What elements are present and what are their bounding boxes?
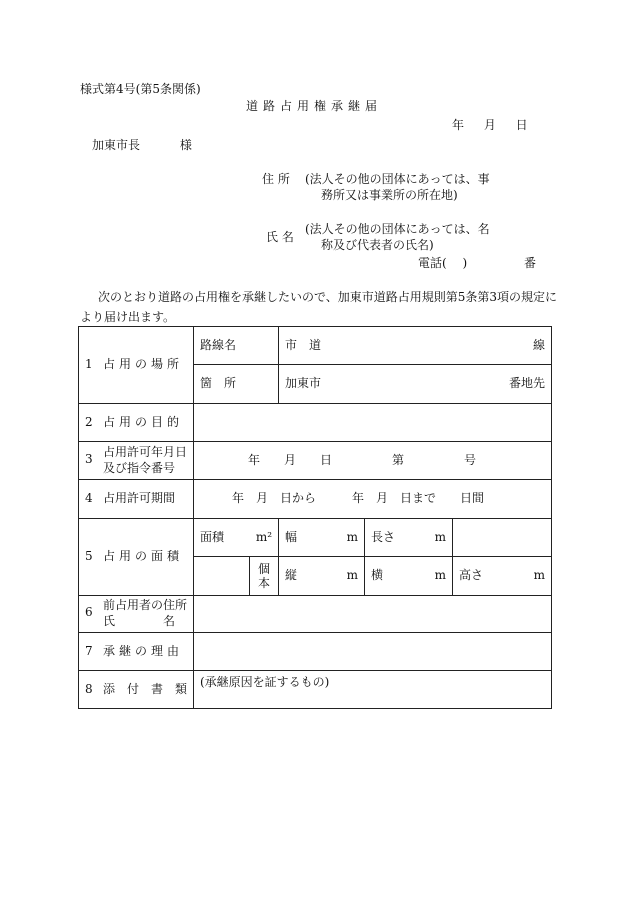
- attachments-field[interactable]: (承継原因を証するもの): [194, 671, 552, 709]
- reason-field[interactable]: [194, 633, 552, 671]
- row-label-area: 5 占用の面積: [79, 519, 194, 596]
- purpose-field[interactable]: [194, 404, 552, 442]
- permit-date-field[interactable]: 年 月 日 第 号: [194, 442, 552, 480]
- row-label-reason: 7 承継の理由: [79, 633, 194, 671]
- horizontal-field[interactable]: 横 m: [365, 557, 453, 596]
- place-field[interactable]: 加東市 番地先: [279, 365, 552, 404]
- width-field[interactable]: 幅 m: [279, 519, 365, 557]
- name-label: 氏 名: [266, 230, 294, 244]
- route-field[interactable]: 市 道 線: [279, 327, 552, 365]
- area-blank: [194, 557, 250, 596]
- form-title: 道路占用権承継届: [246, 99, 383, 113]
- route-label: 路線名: [194, 327, 279, 365]
- area-extra-field[interactable]: [453, 519, 552, 557]
- address-note: (法人その他の団体にあっては、事: [305, 172, 490, 186]
- previous-occupant-field[interactable]: [194, 596, 552, 633]
- address-note: 務所又は事業所の所在地): [321, 188, 458, 202]
- name-note: (法人その他の団体にあっては、名: [305, 222, 490, 236]
- height-field[interactable]: 高さ m: [453, 557, 552, 596]
- application-table: [78, 326, 552, 709]
- row-label-permit-date: 3 占用許可年月日 及び指令番号: [79, 442, 194, 480]
- count-label: 個 本: [250, 557, 279, 596]
- permit-period-field[interactable]: 年 月 日から 年 月 日まで 日間: [194, 480, 552, 519]
- recipient: 加東市長 様: [92, 138, 192, 152]
- intro-text: 次のとおり道路の占用権を承継したいので、加東市道路占用規則第5条第3項の規定に: [98, 290, 558, 304]
- intro-text: より届け出ます。: [80, 310, 176, 324]
- row-label-permit-period: 4 占用許可期間: [79, 480, 194, 519]
- row-label-attachments: 8 添付書類: [79, 671, 194, 709]
- phone-suffix: 番: [524, 256, 537, 270]
- vertical-field[interactable]: 縦 m: [279, 557, 365, 596]
- name-note: 称及び代表者の氏名): [321, 238, 434, 252]
- form-number: 様式第4号(第5条関係): [80, 82, 201, 96]
- row-label-purpose: 2 占用の目的: [79, 404, 194, 442]
- length-field[interactable]: 長さ m: [365, 519, 453, 557]
- date-line: 年 月 日: [452, 118, 528, 132]
- phone-field[interactable]: 電話( ): [418, 256, 468, 270]
- place-label: 箇 所: [194, 365, 279, 404]
- row-label-previous-occupant: 6 前占用者の住所 氏 名: [79, 596, 194, 633]
- area-field[interactable]: 面積 m²: [194, 519, 279, 557]
- row-label-location: 1 占用の場所: [79, 327, 194, 404]
- address-label: 住 所: [262, 172, 290, 186]
